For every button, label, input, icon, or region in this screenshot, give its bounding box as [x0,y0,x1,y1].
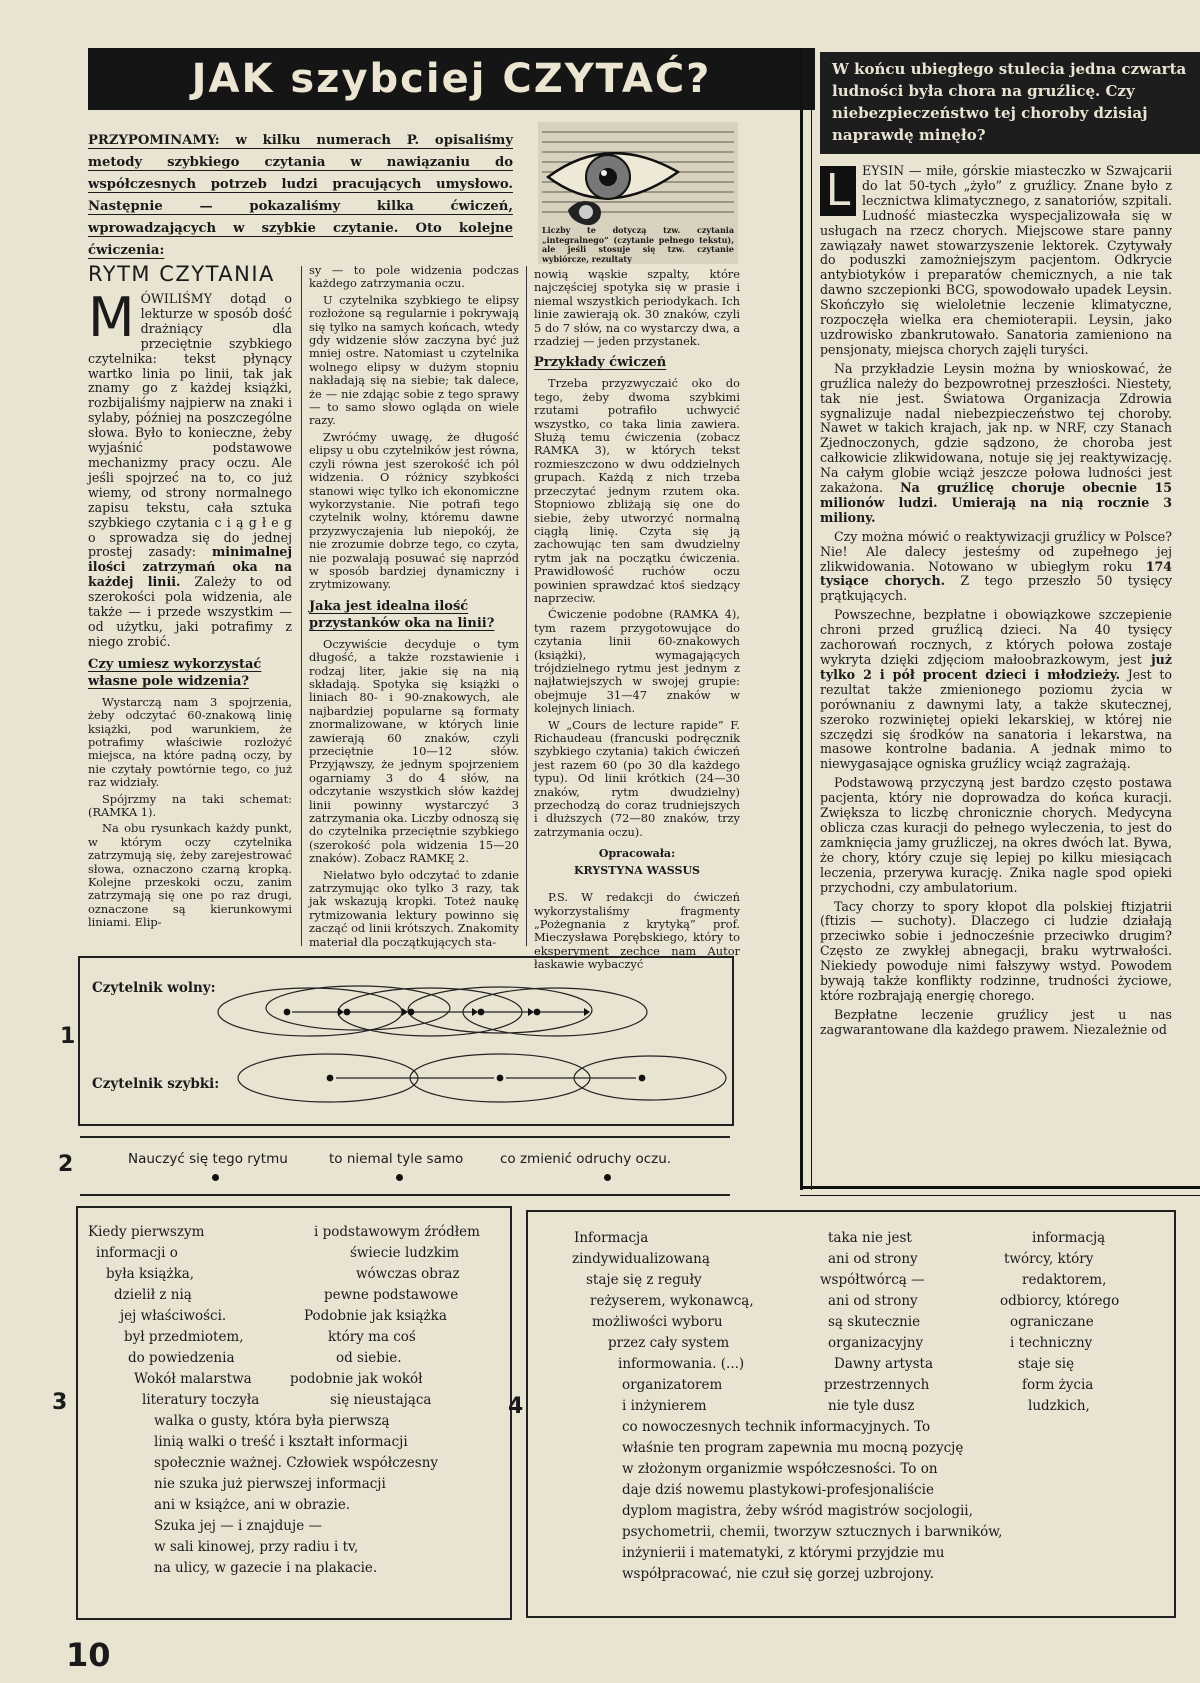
col1-paragraph: Na obu rysunkach każdy punkt, w którym oczy czytelnika zatrzymują się, żeby zarejestrować słowa, oznaczono czarną kropką. Kolejne przeskoki oczu, zanim zatrzymają się one po raz drugi, oznaczone są kierunkowymi liniami. Elip- [88,821,292,930]
fixation-dot [327,1075,334,1082]
box4-segment: ludzkich, [1028,1398,1090,1414]
box4-segment: staje się z reguły [586,1272,702,1288]
box4-segment: redaktorem, [1022,1272,1107,1288]
exercise-box-3 [76,1206,512,1620]
box4-line: inżynierii i matematyki, z którymi przyjdzie mu [622,1545,945,1561]
exercise-box-4 [526,1210,1176,1618]
fixation-dot [639,1075,646,1082]
box3-segment: informacji o [96,1245,178,1261]
box3-segment: była książka, [106,1266,195,1282]
arrow-head [402,1008,408,1016]
box3-line: nie szuka już pierwszej informacji [154,1476,386,1492]
box4-segment: odbiorcy, którego [1000,1293,1120,1309]
tb-paragraph: Podstawową przyczyną jest bardzo często postawa pacjenta, który nie doprowadza do końca kuracji. Zwiększa to liczbę chronicznie chorych. Medycyna oblicza czas kuracji do pełnego wyleczenia, to jest do zamknięcia jamy gruźliczej, na okres dwóch lat. Bywa, że chory, który czuje się lepiej po kilku miesiącach leczenia, przerywa kurację. Znika nagle spod opieki przychodni, czy ambulatorium. [820,775,1172,895]
box4-line: psychometrii, chemii, tworzyw sztucznych i barwników, [622,1524,1003,1540]
box4-segment: i techniczny [1010,1335,1093,1351]
tb-text: EYSIN — miłe, górskie miasteczko w Szwajcarii do lat 50-tych „żyło” z gruźlicy. Znane było z lecznictwa klimatycznego, z sanatoriów, szpitali. Ludność miasteczka wyspecjalizowała się w usługach na rzecz chorych. Miejscowe stare panny zawiązały nawet stowarzyszenie lektorek. Czytywały do poduszki zamożniejszym pacjentom. Odkrycie antybiotyków i preparatów chemicznych, a nie tak dawno szczepionki BCG, spowodowało upadek Leysin. Skończyło się wieloletnie leczenie klimatyczne, rozpoczęła wielka era chemioterapii. Leysin, jako uzdrowisko zbankrutowało. Sanatoria zamieniono na pensjonaty, miejsca chorych zajęli turyści. [820,163,1172,357]
article-column-4 [820,164,1172,1042]
slow-fixation-ellipse [266,986,450,1030]
heading-field-of-vision: Czy umiesz wykorzystać własne pole widzenia? [88,656,262,689]
box4-segment: reżyserem, wykonawcą, [590,1293,754,1309]
col1-bold: minimalnej ilości zatrzymań oka na każdej linii. [88,544,292,590]
eye-caption: Liczby te dotyczą tzw. czytania „integralnego” (czytanie pełnego tekstu), ale jeśli stosuje się tzw. czytanie wybiórcze, rezultaty [542,225,734,264]
fixation-dot [534,1009,541,1016]
box3-line: ani w książce, ani w obrazie. [154,1497,351,1513]
box4-segment: informowania. (...) [618,1356,745,1372]
box4-segment: współtwórcą — [820,1272,925,1288]
box-number: 3 [52,1390,68,1415]
fixation-dot [396,1174,403,1181]
box3-segment: dzielił z nią [114,1287,192,1303]
fixation-dot [344,1009,351,1016]
rhythm-segment: to niemal tyle samo [329,1151,464,1167]
arrow-head [528,1008,534,1016]
rhythm-example-box [80,1136,730,1196]
tb-text: Na przykładzie Leysin można by wnioskować, że gruźlica należy do bezpowrotnej przeszłości. Niestety, tak nie jest. Światowa Organizacja Zdrowia sygnalizuje nadal niebezpieczeństwo tej choroby. Nawet w takich krajach, jak np. w NRF, czy Stanach Zjednoczonych, gdzie sądzono, że choroba jest całkowicie zlikwidowana, notuje się jej reaktywizację. Na całym globie wciąż jeszcze połowa ludności jest zakażona. [820,360,1172,496]
box4-lines [528,1212,1174,1616]
box3-segment: do powiedzenia [128,1350,235,1366]
box3-line: społecznie ważnej. Człowiek współczesny [154,1455,439,1471]
fast-reader-label: Czytelnik szybki: [92,1076,220,1092]
box3-line: na ulicy, w gazecie i na plakacie. [154,1560,378,1576]
intro-text: PRZYPOMINAMY: w kilku numerach P. opisaliśmy metody szybkiego czytania w nawiązaniu do współczesnych potrzeb ludzi pracujących umysłowo. Następnie — pokazaliśmy kilka ćwiczeń, wprowadzających w szybkie czytanie. Oto kolejne ćwiczenia: [88,133,513,258]
article-column-1 [88,286,292,933]
box3-segment: i podstawowym źródłem [314,1224,480,1240]
box3-segment: który ma coś [328,1329,416,1345]
box3-segment: Podobnie jak książka [304,1308,447,1324]
box4-segment: przestrzennych [824,1377,930,1393]
postscript: P.S. W redakcji do ćwiczeń wykorzystaliśmy fragmenty „Pożegnania z krytyką” prof. Mieczysława Porębskiego, który to eksperyment zechce nam Autor łaskawie wybaczyć [534,890,740,972]
col2-paragraph: U czytelnika szybkiego te elipsy rozłożone są regularnie i pokrywają się tylko na samych końcach, wtedy gdy widzenie słów zaczyna być już mniej ostre. Natomiast u czytelnika wolnego elipsy w dużym stopniu nakładają się na siebie; tak dalece, że — nie zdając sobie z tego sprawy — to samo słowo ogląda on wiele razy. [309,292,519,428]
arrow-head [338,1008,344,1016]
rhythm-segment: Nauczyć się tego rytmu [128,1151,288,1167]
article-column-3 [534,268,740,975]
box4-segment: organizatorem [622,1377,723,1393]
box3-segment: od siebie. [336,1350,402,1366]
box4-line: dyplom magistra, żeby wśród magistrów socjologii, [622,1503,973,1519]
box4-segment: przez cały system [608,1335,730,1351]
heading-ideal-stops: Jaka jest idealna ilość przystanków oka na linii? [309,598,495,631]
reading-rhythm-diagram [78,956,734,1126]
credit-label: Opracowała: [598,847,676,861]
box4-line: właśnie ten program zapewnia mu mocną pozycję [622,1440,964,1456]
box4-segment: i inżynierem [622,1398,707,1414]
tb-paragraph [820,164,1172,358]
column-divider [526,266,527,946]
col2-paragraph: Niełatwo było odczytać to zdanie zatrzymując oko tylko 3 razy, tak jak wskazują kropki. Toteż naukę rytmizowania lektury powinno się zacząć od linii krótszych. Znakomity materiał dla początkujących sta- [309,867,519,949]
box4-segment: ani od strony [828,1293,918,1309]
tb-paragraph [820,530,1172,605]
box-number: 1 [60,1024,76,1049]
col1-paragraph [88,286,292,650]
article-title: JAK szybciej CZYTAĆ? [191,56,712,102]
box4-segment: staje się [1018,1356,1075,1372]
col1-paragraph: Spójrzmy na taki schemat: (RAMKA 1). [88,791,292,819]
box3-segment: Wokół malarstwa [134,1371,252,1387]
tb-paragraph: Tacy chorzy to spory kłopot dla polskiej ftizjatrii (ftizis — suchoty). Dlaczego ci ludzie działają przeciwko sobie i jednocześnie przeciwko drugim? Często ze zwykłej abnegacji, braku wytrwałości. Niekiedy powoduje nimi fałszywy wstyd. Powodem bywają także konflikty rodzinne, trudności życiowe, które rozbrajają energię chorego. [820,898,1172,1003]
box3-line: Szuka jej — i znajduje — [154,1518,322,1534]
fixation-dot [212,1174,219,1181]
col3-paragraph: nowią wąskie szpalty, które najczęściej spotyka się w prasie i niemal wszystkich periodykach. Ich linie zawierają ok. 30 znaków, czyli 5 do 7 słów, na co wystarczy dwa, a rzadziej — jeden przystanek. [534,267,740,349]
tb-text: Czy można mówić o reaktywizacji gruźlicy w Polsce? Nie! Ale dalecy jesteśmy od zupełnego jej zlikwidowania. Notowano w ubiegłym roku [820,528,1172,574]
tb-paragraph [820,608,1172,772]
box4-segment: informacją [1032,1230,1106,1246]
box4-segment: nie tyle dusz [828,1398,915,1414]
box-number: 2 [58,1152,74,1177]
col2-paragraph: Zwróćmy uwagę, że długość elipsy u obu czytelników jest równa, czyli równa jest szerokość ich pól widzenia. O różnicy szybkości stanowi więc tylko ich ekonomiczne wykorzystanie. Nie potrafi tego czytelnik wolny, któremu dawne przyzwyczajenia lub niepokój, że nie zrozumie dobrze tego, co czyta, nie pozwalają posuwać się naprzód w sposób bardziej dynamiczny i zrytmizowany. [309,429,519,592]
box3-segment: się nieustająca [330,1392,432,1408]
box-number: 4 [508,1394,524,1419]
col2-paragraph: sy — to pole widzenia podczas każdego zatrzymania oczu. [309,263,519,291]
arrow-head [584,1008,590,1016]
col1-text: Zależy to od szerokości pola widzenia, ale także — i przede wszystkim — od użytku, jaki potrafimy z niego zrobić. [88,574,292,649]
eye-fixation-svg [80,958,732,1124]
tb-text: Jest to rezultat także zmienionego poziomu życia w porównaniu z dawnymi laty, a także skutecznej, szeroko rozwiniętej opieki lekarskiej, w której nie szczędzi się środków na sanatoria i lekarstwa, na masowe kontrolne badania. A jednak mimo to niewygasające ogniska gruźlicy wciąż zagrażają. [820,666,1172,772]
eye-illustration [538,122,738,264]
tb-headline: W końcu ubiegłego stulecia jedna czwarta ludności była chora na gruźlicę. Czy niebezpieczeństwo tej choroby dzisiaj naprawdę minęło? [832,60,1187,144]
box3-lines [78,1208,510,1618]
box4-segment: form życia [1022,1377,1094,1393]
box4-segment: ograniczane [1010,1314,1094,1330]
box3-line: w sali kinowej, przy radiu i tv, [154,1539,359,1555]
box3-segment: był przedmiotem, [124,1329,244,1345]
tb-bold: już tylko 2 i pół procent dzieci i młodzieży. [820,652,1172,682]
dropcap-l: L [820,166,856,216]
page-number: 10 [66,1636,111,1674]
box4-segment: ani od strony [828,1251,918,1267]
box4-segment: taka nie jest [828,1230,912,1246]
fixation-dot [497,1075,504,1082]
box3-segment: wówczas obraz [356,1266,460,1282]
box3-segment: literatury toczyła [142,1392,260,1408]
right-column-border-bottom [800,1186,1200,1196]
box3-line: walka o gusty, która była pierwszą [154,1413,390,1429]
article-title-bar [88,48,815,110]
box3-line: linią walki o treść i kształt informacji [154,1434,408,1450]
box4-line: w złożonym organizmie współczesności. To on [622,1461,938,1477]
tb-paragraph: Bezpłatne leczenie gruźlicy jest u nas zagwarantowane dla każdego prawem. Niezależnie od [820,1006,1172,1037]
box3-segment: pewne podstawowe [324,1287,459,1303]
slow-reader-label: Czytelnik wolny: [92,980,216,996]
right-column-border [800,48,812,1190]
box3-segment: Kiedy pierwszym [88,1224,205,1240]
col3-paragraph: Trzeba przyzwyczaić oko do tego, żeby dwoma szybkimi rzutami potrafiło uchwycić wszystko, co taka linia zawiera. Służą temu ćwiczenia (zobacz RAMKA 3), w których tekst rozmieszczono w dwu oddzielnych grupach. Każdą z nich trzeba przeczytać jednym rzutem oka. Stopniowo zbliżają się one do siebie, żeby utworzyć normalną ciągłą linię. Czyta się ją zachowując ten sam dwudzielny rytm jak na początku ćwiczenia. Prawidłowość ruchów oczu powinien sprawdzać ktoś siedzący naprzeciw. [534,376,740,605]
column-divider [301,266,302,946]
box4-segment: możliwości wyboru [592,1314,723,1330]
tb-text: Z tego przeszło 50 tysięcy prątkujących. [820,573,1172,604]
heading-exercise-examples: Przykłady ćwiczeń [534,355,667,371]
col1-text: ÓWILIŚMY dotąd o lekturze w sposób dość drażniący dla przeciętnie szybkiego czytelnika: tekst płynący wartko linia po linii, tak jak znamy go z każdej książki, rozbijaliśmy najpierw na znaki i sylaby, później na poszczególne słowa. Było to konieczne, żeby wyjaśnić podstawowe mechanizmy pracy oczu. Ale jeśli spojrzeć na to, co już wiemy, od strony normalnego zapisu tekstu, cała sztuka szybkiego czytania c i ą g ł e g o sprowadza się do jednej prostej zasady: [88,291,292,560]
slow-fixation-ellipse [408,987,592,1033]
article-column-2 [309,264,519,952]
article-intro [88,130,513,262]
col3-paragraph: W „Cours de lecture rapide” F. Richaudeau (francuski podręcznik szybkiego czytania) takich ćwiczeń jest razem 60 (po 30 dla każdego typu). Od linii krótkich (24—30 znaków, rytm dwudzielny) przechodzą do coraz trudniejszych i dłuższych (72—80 znaków, trzy zatrzymania oczu). [534,717,740,839]
box4-line: co nowoczesnych technik informacyjnych. To [622,1419,931,1435]
tb-bold: Na gruźlicę choruje obecnie 15 milionów ludzi. Umierają na nią rocznie 3 miliony. [820,480,1172,525]
box4-segment: Informacja [574,1230,649,1246]
box4-segment: Dawny artysta [834,1356,933,1372]
fixation-dot [478,1009,485,1016]
box4-line: współpracować, nie czuł się gorzej uzbrojony. [622,1566,935,1582]
box4-segment: zindywidualizowaną [572,1251,710,1267]
fixation-dot [604,1174,611,1181]
box3-segment: świecie ludzkim [350,1245,460,1261]
tb-text: Powszechne, bezpłatne i obowiązkowe szczepienie chroni przed gruźlicą dzieci. Na 40 tysięcy zachorowań rocznych, z których połowa zostaje wykryta dzięki zdjęciom małoobrazkowym, jest [820,607,1172,667]
box3-segment: jej właściwości. [120,1308,227,1324]
box4-segment: organizacyjny [828,1335,924,1351]
section-title: RYTM CZYTANIA [88,262,275,286]
tb-paragraph [820,362,1172,526]
rhythm-segment: co zmienić odruchy oczu. [500,1151,672,1167]
arrow-head [472,1008,478,1016]
credit-name: KRYSTYNA WASSUS [574,864,700,878]
col3-paragraph: Ćwiczenie podobne (RAMKA 4), tym razem przygotowujące do czytania linii 60-znakowych (książki), wymagających trójdzielnego rytmu jest jednym z najłatwiejszych w swojej grupie: obejmuje 31—47 znaków w kolejnych liniach. [534,607,740,716]
box4-line: daje dziś nowemu plastykowi-profesjonaliście [622,1482,934,1498]
fixation-dot [408,1009,415,1016]
box4-segment: są skutecznie [828,1314,921,1330]
dropcap: M [88,286,135,349]
tb-bold: 174 tysiące chorych. [820,558,1172,589]
col2-paragraph: Oczywiście decyduje o tym długość, a także rozstawienie i rodzaj liter, jakie się na nią składają. Spotyka się książki o liniach 80- i 90-znakowych, ale najbardziej popularne są formaty znormalizowane, w których linie zawierają 60 znaków, czyli przeciętnie 10—12 słów. Przyjąwszy, że jednym spojrzeniem ogarniamy 3 do 4 słów, na odczytanie wszystkich słów każdej linii powinny wystarczyć 3 zatrzymania oka. Liczby odnoszą się do czytelnika przeciętnie szybkiego (szerokość pola widzenia 15—20 znaków). Zobacz RAMKĘ 2. [309,636,519,866]
fixation-dot [284,1009,291,1016]
box3-segment: podobnie jak wokół [290,1371,423,1387]
box4-segment: twórcy, który [1004,1251,1094,1267]
col1-paragraph: Wystarczą nam 3 spojrzenia, żeby odczytać 60-znakową linię książki, pod warunkiem, że potrafimy właściwie rozłożyć miejsca, na które padną oczy, by nie czytały powtórnie tego, co już raz widziały. [88,694,292,790]
